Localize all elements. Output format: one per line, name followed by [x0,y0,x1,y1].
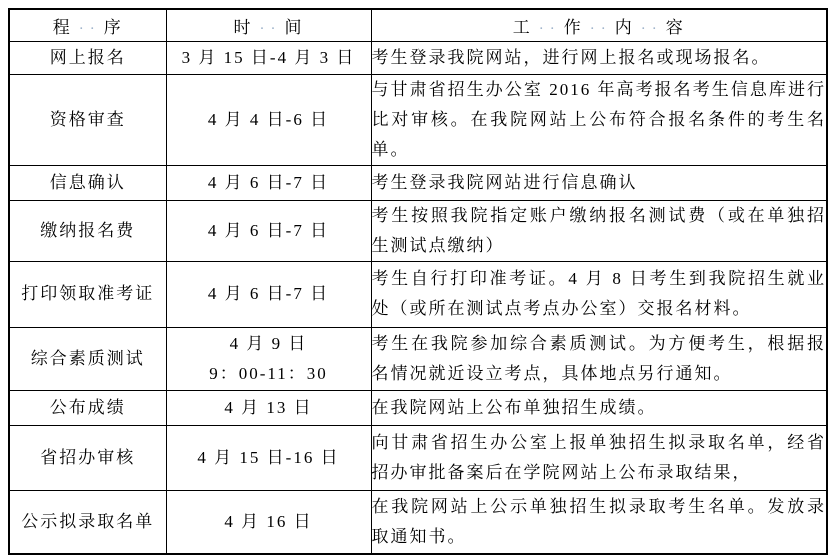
time-cell: 4 月 6 日-7 日 [166,165,371,200]
time-cell: 4 月 4 日-6 日 [166,74,371,165]
time-cell: 3 月 15 日-4 月 3 日 [166,41,371,74]
time-cell: 4 月 6 日-7 日 [166,261,371,327]
content-cell: 向甘肃省招生办公室上报单独招生拟录取名单，经省招办审批备案后在学院网站上公布录取结果， [371,425,827,490]
header-content-text: 容 [665,17,685,37]
header-time-text: 间 [284,17,304,37]
time-line-1: 4 月 9 日 [229,333,308,353]
table-row [9,490,827,554]
procedure-cell: 打印领取准考证 [9,261,166,327]
procedure-cell: 公示拟录取名单 [9,490,166,554]
space-dots: ·· [589,20,612,37]
header-time-text: 时 [233,17,253,37]
table-row [9,74,827,165]
content-cell: 考生登录我院网站进行信息确认 [371,165,827,200]
time-cell: 4 月 16 日 [166,490,371,554]
table-row [9,200,827,261]
table-row [9,41,827,74]
header-time [166,9,371,41]
content-cell: 考生登录我院网站，进行网上报名或现场报名。 [371,41,827,74]
procedure-cell: 缴纳报名费 [9,200,166,261]
header-content [371,9,827,41]
header-content-text: 作 [563,17,583,37]
time-cell [166,327,371,390]
admission-schedule-table [8,8,828,555]
header-content-text: 内 [614,17,634,37]
space-dots: ·· [78,20,101,37]
content-cell: 在我院网站上公布单独招生成绩。 [371,390,827,425]
table-row [9,327,827,390]
procedure-cell: 公布成绩 [9,390,166,425]
content-cell: 与甘肃省招生办公室 2016 年高考报名考生信息库进行比对审核。在我院网站上公布符合报名条件的考生名单。 [371,74,827,165]
procedure-cell: 网上报名 [9,41,166,74]
space-dots: ·· [259,20,282,37]
space-dots: ·· [538,20,561,37]
header-content-text: 工 [512,17,532,37]
space-dots: ·· [640,20,663,37]
table-row [9,165,827,200]
table-row [9,261,827,327]
procedure-cell: 信息确认 [9,165,166,200]
procedure-cell: 综合素质测试 [9,327,166,390]
time-cell: 4 月 6 日-7 日 [166,200,371,261]
table-row [9,390,827,425]
header-procedure-text: 序 [103,17,123,37]
time-cell: 4 月 13 日 [166,390,371,425]
procedure-cell: 省招办审核 [9,425,166,490]
header-procedure-text: 程 [52,17,72,37]
content-cell: 考生按照我院指定账户缴纳报名测试费（或在单独招生测试点缴纳） [371,200,827,261]
time-cell: 4 月 15 日-16 日 [166,425,371,490]
table-header-row [9,9,827,41]
table-row [9,425,827,490]
content-cell: 在我院网站上公示单独招生拟录取考生名单。发放录取通知书。 [371,490,827,554]
content-cell: 考生自行打印准考证。4 月 8 日考生到我院招生就业处（或所在测试点考点办公室）交报名材料。 [371,261,827,327]
content-cell: 考生在我院参加综合素质测试。为方便考生，根据报名情况就近设立考点，具体地点另行通知。 [371,327,827,390]
procedure-cell: 资格审查 [9,74,166,165]
time-line-2: 9：00-11：30 [209,363,328,383]
header-procedure [9,9,166,41]
